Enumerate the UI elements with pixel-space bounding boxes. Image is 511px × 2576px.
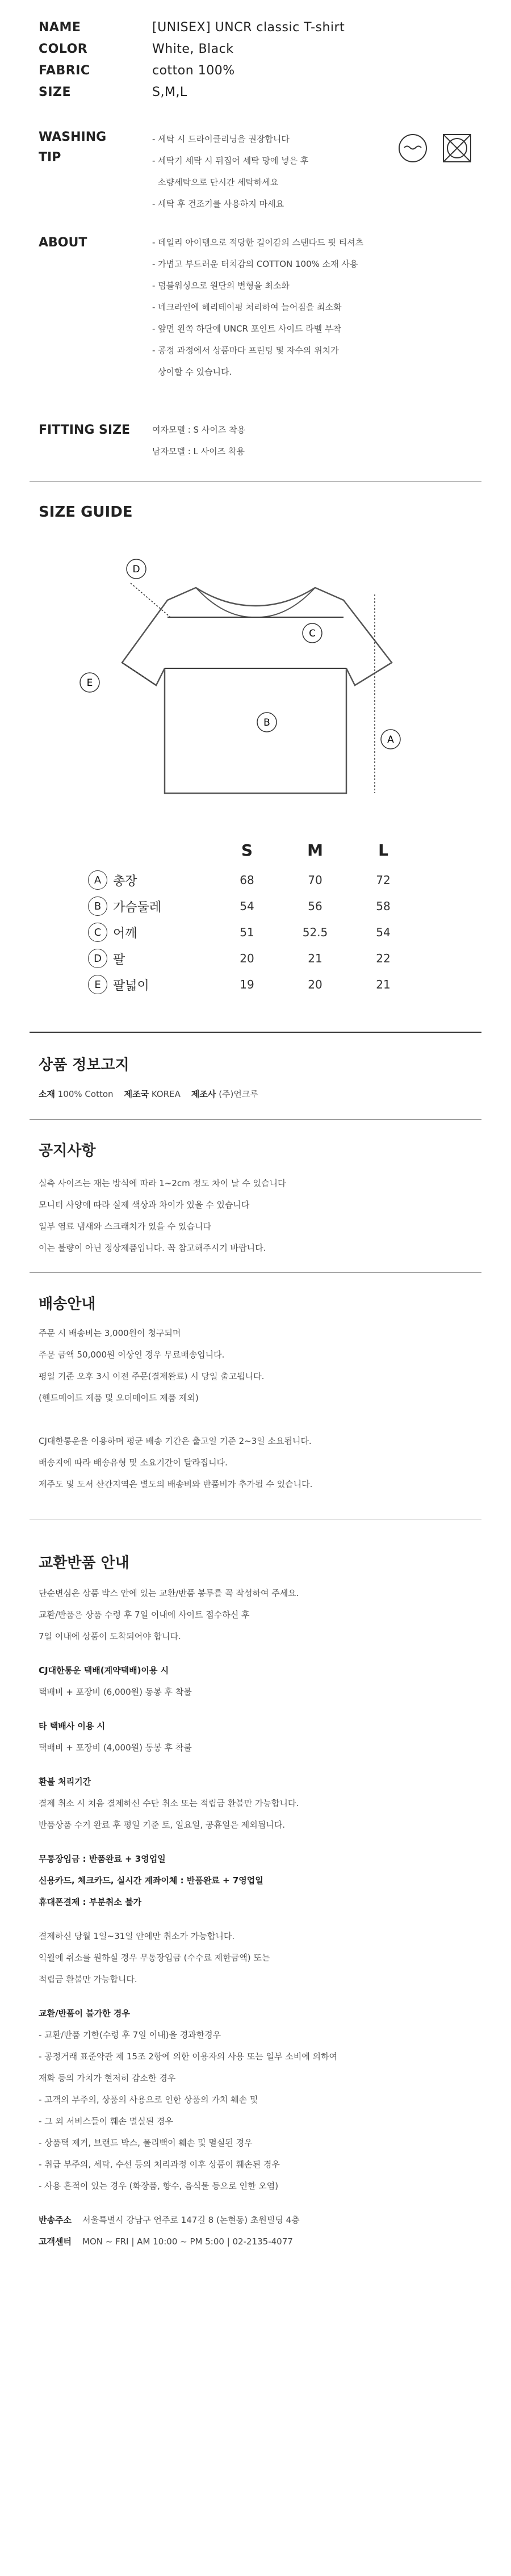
size-guide-title: SIZE GUIDE — [39, 504, 133, 521]
svg-text:B: B — [263, 717, 270, 728]
payment-line: 신용카드, 체크카드, 실시간 계좌이체 : 반품완료 + 7영업일 — [39, 1875, 263, 1886]
other-delivery-line: 택배비 + 포장비 (4,000원) 동봉 후 착불 — [39, 1743, 192, 1753]
not-allowed-line: - 공정거래 표준약관 제 15조 2항에 의한 이용자의 사용 또는 일부 소비에 의하여 — [39, 2051, 337, 2062]
material-value: 100% Cotton — [57, 1089, 114, 1099]
table-cell: 72 — [376, 873, 391, 887]
refund-line: 결제 취소 시 처음 결제하신 수단 취소 또는 적립금 환불만 가능합니다. — [39, 1798, 299, 1808]
payment-line: 휴대폰결제 : 부분취소 불가 — [39, 1897, 142, 1907]
svg-text:E: E — [86, 677, 93, 689]
refund-title: 환불 처리기간 — [39, 1777, 91, 1787]
no-tumble-dry-icon — [442, 133, 472, 164]
notice-line: 실측 사이즈는 재는 방식에 따라 1~2cm 정도 차이 날 수 있습니다 — [39, 1178, 286, 1188]
exchange-section — [0, 1519, 511, 2252]
product-info-title: 상품 정보고지 — [39, 1057, 129, 1074]
list-item: - 앞면 왼쪽 하단에 UNCR 포인트 사이드 라벨 부착 — [152, 324, 341, 334]
divider — [30, 481, 481, 482]
shipping-title: 배송안내 — [39, 1296, 96, 1313]
list-item: - 세탁 시 드라이클리닝을 권장합니다 — [152, 134, 290, 144]
shipping-line: (핸드메이드 제품 및 오더메이드 제품 제외) — [39, 1393, 199, 1403]
column-header: M — [307, 840, 323, 860]
table-cell: 21 — [308, 952, 322, 965]
payment-note: 결제하신 당월 1일~31일 안에만 취소가 가능합니다. — [39, 1931, 235, 1941]
not-allowed-line: - 교환/반품 기한(수령 후 7일 이내)을 경과한경우 — [39, 2030, 221, 2040]
table-cell: 54 — [240, 899, 254, 913]
table-row — [88, 945, 417, 971]
list-item: - 세탁기 세탁 시 뒤집어 세탁 망에 넣은 후 — [152, 156, 309, 166]
customer-center-value: MON ~ FRI | AM 10:00 ~ PM 5:00 | 02-2135-4077 — [82, 2236, 293, 2247]
product-info-section — [0, 1033, 511, 1100]
notice-section — [0, 1120, 511, 1259]
letter-badge: E — [88, 975, 107, 994]
shipping-line: 평일 기준 오후 3시 이전 주문(결제완료) 시 당일 출고됩니다. — [39, 1371, 265, 1381]
table-cell: 58 — [376, 899, 391, 913]
exchange-title: 교환반품 안내 — [39, 1555, 129, 1572]
letter-badge: D — [88, 949, 107, 968]
not-allowed-title: 교환/반품이 불가한 경우 — [39, 2008, 130, 2018]
maker-label: 제조사 — [191, 1089, 216, 1099]
table-cell: 21 — [376, 978, 391, 991]
fitting-size-label: FITTING SIZE — [39, 423, 131, 437]
exchange-line: 단순변심은 상품 박스 안에 있는 교환/반품 봉투를 꼭 작성하여 주세요. — [39, 1588, 299, 1598]
tshirt-size-diagram — [0, 526, 511, 822]
table-cell: 20 — [240, 952, 254, 965]
table-cell: 70 — [308, 873, 322, 887]
fitting-size-section — [0, 383, 511, 462]
row-label: 가슴둘레 — [113, 900, 162, 915]
list-item: - 가볍고 부드러운 터치감의 COTTON 100% 소재 사용 — [152, 259, 358, 269]
spec-color-label: COLOR — [39, 42, 88, 56]
letter-badge: A — [88, 870, 107, 890]
notice-line: 모니터 사양에 따라 실제 색상과 차이가 있을 수 있습니다 — [39, 1200, 250, 1210]
not-allowed-line: - 상품택 제거, 브랜드 박스, 폴리백이 훼손 및 멸실된 경우 — [39, 2138, 253, 2148]
marker-e — [80, 673, 99, 692]
spec-size-label: SIZE — [39, 85, 72, 99]
maker-value: (주)언크루 — [219, 1089, 258, 1099]
notice-title: 공지사항 — [39, 1142, 96, 1159]
tshirt-outline — [122, 588, 392, 793]
washing-icons — [397, 133, 472, 215]
row-label: 총장 — [113, 874, 137, 889]
list-item: - 덤블워싱으로 원단의 변형을 최소화 — [152, 280, 290, 291]
other-delivery-title: 타 택배사 이용 시 — [39, 1721, 106, 1731]
shipping-line: 배송지에 따라 배송유형 및 소요기간이 달라집니다. — [39, 1457, 228, 1468]
shipping-section — [0, 1273, 511, 1495]
table-cell: 20 — [308, 978, 322, 991]
column-header: S — [241, 840, 253, 860]
list-item: 남자모델 : L 사이즈 착용 — [152, 446, 245, 456]
table-cell: 56 — [308, 899, 322, 913]
payment-note: 적립금 환불만 가능합니다. — [39, 1974, 137, 1984]
return-address-value: 서울특별시 강남구 언주로 147길 8 (논현동) 초원빌딩 4층 — [82, 2215, 300, 2225]
not-allowed-line: - 취급 부주의, 세탁, 수선 등의 처리과정 이후 상품이 훼손된 경우 — [39, 2159, 280, 2169]
exchange-line: 7일 이내에 상품이 도착되어야 합니다. — [39, 1631, 181, 1641]
list-item: - 네크라인에 헤리테이핑 처리하여 늘어짐을 최소화 — [152, 302, 342, 312]
not-allowed-line: 재화 등의 가치가 현저히 감소한 경우 — [39, 2073, 176, 2083]
spec-fabric-value: cotton 100% — [152, 64, 235, 78]
letter-badge: C — [88, 923, 107, 942]
table-cell: 52.5 — [302, 925, 328, 939]
country-label: 제조국 — [124, 1089, 149, 1099]
notice-line: 일부 염료 냄새와 스크래치가 있을 수 있습니다 — [39, 1221, 211, 1232]
spec-fabric-label: FABRIC — [39, 64, 90, 78]
table-cell: 68 — [240, 873, 254, 887]
country-value: KOREA — [151, 1089, 181, 1099]
cj-delivery-title: CJ대한통운 택배(계약택배)이용 시 — [39, 1665, 169, 1676]
customer-center-label: 고객센터 — [39, 2236, 72, 2247]
marker-c — [303, 623, 322, 643]
customer-center — [39, 2231, 472, 2252]
notice-line: 이는 불량이 아닌 정상제품입니다. 꼭 참고해주시기 바랍니다. — [39, 1243, 266, 1253]
about-section — [0, 215, 511, 383]
exchange-line: 교환/반품은 상품 수령 후 7일 이내에 사이트 접수하신 후 — [39, 1610, 250, 1620]
table-cell: 54 — [376, 925, 391, 939]
refund-line: 반품상품 수거 완료 후 평일 기준 토, 일요일, 공휴일은 제외됩니다. — [39, 1820, 285, 1830]
size-table — [88, 833, 417, 998]
sleeve-length-line — [131, 583, 170, 617]
list-item: - 데일리 아이템으로 적당한 길이감의 스탠다드 핏 티셔츠 — [152, 237, 364, 248]
list-item: - 세탁 후 건조기를 사용하지 마세요 — [152, 199, 284, 209]
svg-text:C: C — [309, 628, 316, 639]
letter-badge: B — [88, 897, 107, 916]
shipping-line: 주문 금액 50,000원 이상인 경우 무료배송입니다. — [39, 1350, 225, 1360]
column-header: L — [378, 840, 388, 860]
list-item: 소량세탁으로 단시간 세탁하세요 — [158, 177, 279, 187]
spec-name-row — [39, 17, 472, 39]
row-label: 어깨 — [113, 926, 137, 941]
product-spec-section — [0, 0, 511, 103]
table-cell: 19 — [240, 978, 254, 991]
table-row — [88, 867, 417, 893]
list-item: - 공정 과정에서 상품마다 프린팅 및 자수의 위치가 — [152, 345, 339, 355]
table-row — [88, 919, 417, 945]
table-row — [88, 893, 417, 919]
table-row — [88, 971, 417, 998]
not-allowed-line: - 그 외 서비스들이 훼손 멸실된 경우 — [39, 2116, 173, 2126]
spec-fabric-row — [39, 60, 472, 82]
washing-list — [152, 128, 308, 215]
cj-delivery-line: 택배비 + 포장비 (6,000원) 동봉 후 착불 — [39, 1687, 192, 1697]
washing-label: WASHING — [39, 130, 107, 144]
payment-line: 무통장입금 : 반품완료 + 3영업일 — [39, 1854, 166, 1864]
marker-d — [127, 559, 146, 579]
row-label: 팔 — [113, 952, 125, 967]
payment-note: 익월에 취소를 원하실 경우 무통장입금 (수수료 제한금액) 또는 — [39, 1953, 270, 1963]
spec-size-value: S,M,L — [152, 85, 187, 99]
spec-size-row — [39, 82, 472, 103]
product-info-line — [39, 1088, 472, 1100]
shipping-line: 주문 시 배송비는 3,000원이 청구되며 — [39, 1328, 181, 1338]
material-label: 소재 — [39, 1089, 55, 1099]
spec-name-value: [UNISEX] UNCR classic T-shirt — [152, 20, 345, 35]
marker-b — [257, 713, 277, 732]
return-address-label: 반송주소 — [39, 2215, 72, 2225]
not-allowed-line: - 사용 흔적이 있는 경우 (화장품, 향수, 음식물 등으로 인한 오염) — [39, 2181, 279, 2191]
list-item: 여자모델 : S 사이즈 착용 — [152, 425, 246, 435]
svg-text:D: D — [132, 564, 140, 575]
shipping-line: CJ대한통운을 이용하며 평균 배송 기간은 출고일 기준 2~3일 소요됩니다. — [39, 1436, 312, 1446]
about-list — [152, 232, 363, 383]
svg-text:A: A — [387, 734, 394, 745]
washing-tip-section — [0, 103, 511, 215]
spec-color-row — [39, 39, 472, 60]
table-cell: 51 — [240, 925, 254, 939]
row-label: 팔넓이 — [113, 978, 149, 993]
tip-label: TIP — [39, 150, 61, 165]
about-label: ABOUT — [39, 236, 87, 250]
spec-name-label: NAME — [39, 20, 81, 35]
list-item: 상이할 수 있습니다. — [158, 367, 232, 377]
fitting-list — [152, 419, 245, 462]
size-table-header — [88, 833, 417, 867]
table-cell: 22 — [376, 952, 391, 965]
shipping-line: 제주도 및 도서 산간지역은 별도의 배송비와 반품비가 추가될 수 있습니다. — [39, 1479, 313, 1489]
not-allowed-line: - 고객의 부주의, 상품의 사용으로 인한 상품의 가치 훼손 및 — [39, 2095, 258, 2105]
marker-a — [381, 730, 400, 749]
dry-clean-circle-icon — [397, 133, 428, 164]
spec-color-value: White, Black — [152, 42, 234, 56]
return-address — [39, 2209, 472, 2231]
